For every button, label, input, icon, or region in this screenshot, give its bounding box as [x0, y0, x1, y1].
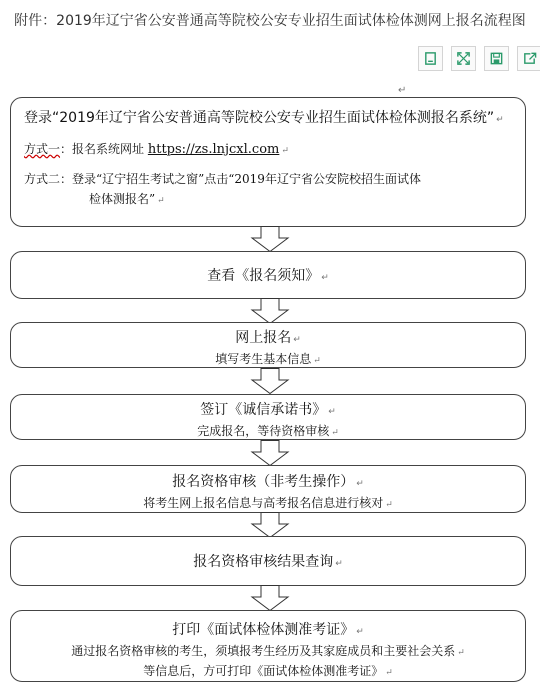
step2-box: 查看《报名须知》 ↵ — [10, 251, 526, 299]
step7-box: 打印《面试体检体测准考证》 ↵ 通过报名资格审核的考生，须填报考生经历及其家庭成员和主要社会关系 ↵ 等信息后，方可打印《面试体检体测准考证》 ↵ — [10, 610, 526, 682]
method2-line1: 方式二：登录“辽宁招生考试之窗”点击“2019年辽宁省公安院校招生面试体 — [24, 172, 421, 186]
step6-title: 报名资格审核结果查询 — [193, 554, 334, 570]
method1-text: ：报名系统网址 — [60, 142, 148, 156]
step1-title: 登录“2019年辽宁省公安普通高等院校公安专业招生面试体检体测报名系统” — [24, 110, 495, 126]
share-tool-button[interactable] — [517, 46, 540, 71]
save-tool-button[interactable] — [484, 46, 509, 71]
step7-subtitle-line2: 等信息后，方可打印《面试体检体测准考证》 — [143, 664, 384, 678]
step6-box: 报名资格审核结果查询 ↵ — [10, 536, 526, 586]
toolbar — [418, 46, 540, 71]
paragraph-mark: ↵ — [398, 85, 407, 96]
page-title: 附件：2019年辽宁省公安普通高等院校公安专业招生面试体检体测网上报名流程图 — [14, 13, 526, 29]
flow-arrow-6 — [250, 585, 290, 611]
expand-tool-button[interactable] — [451, 46, 476, 71]
document-icon — [423, 51, 438, 66]
step4-box: 签订《诚信承诺书》 ↵ 完成报名，等待资格审核 ↵ — [10, 394, 526, 440]
step5-box: 报名资格审核（非考生操作） ↵ 将考生网上报名信息与高考报名信息进行核对 ↵ — [10, 465, 526, 513]
step2-title: 查看《报名须知》 — [207, 268, 320, 284]
registration-url-link[interactable]: https://zs.lnjcxl.com — [147, 142, 280, 157]
save-icon — [489, 51, 504, 66]
document-tool-button[interactable] — [418, 46, 443, 71]
flow-arrow-5 — [250, 512, 290, 538]
step3-title: 网上报名 — [235, 330, 292, 346]
step4-subtitle: 完成报名，等待资格审核 — [197, 424, 330, 438]
share-icon — [522, 51, 537, 66]
flow-arrow-2 — [250, 298, 290, 324]
step1-box: 登录“2019年辽宁省公安普通高等院校公安专业招生面试体检体测报名系统” ↵ 方式一：报名系统网址 https://zs.lnjcxl.com ↵ 方式二：登录“辽宁招生考试之窗”点击“2019年辽宁省公安院校招生面试体 检体测报名” ↵ — [10, 97, 526, 227]
method2-line2: 检体测报名” — [89, 192, 156, 206]
method1-label: 方式一 — [24, 142, 61, 156]
step4-title: 签订《诚信承诺书》 — [200, 402, 327, 418]
step5-title: 报名资格审核（非考生操作） — [172, 474, 355, 490]
flow-arrow-1 — [250, 226, 290, 252]
flow-arrow-3 — [250, 368, 290, 394]
step7-subtitle-line1: 通过报名资格审核的考生，须填报考生经历及其家庭成员和主要社会关系 — [71, 644, 456, 658]
step3-box: 网上报名 ↵ 填写考生基本信息 ↵ — [10, 322, 526, 368]
flow-arrow-4 — [250, 440, 290, 466]
step3-subtitle: 填写考生基本信息 — [215, 352, 312, 366]
step5-subtitle: 将考生网上报名信息与高考报名信息进行核对 — [143, 496, 384, 510]
expand-icon — [456, 51, 471, 66]
step7-title: 打印《面试体检体测准考证》 — [172, 622, 355, 638]
